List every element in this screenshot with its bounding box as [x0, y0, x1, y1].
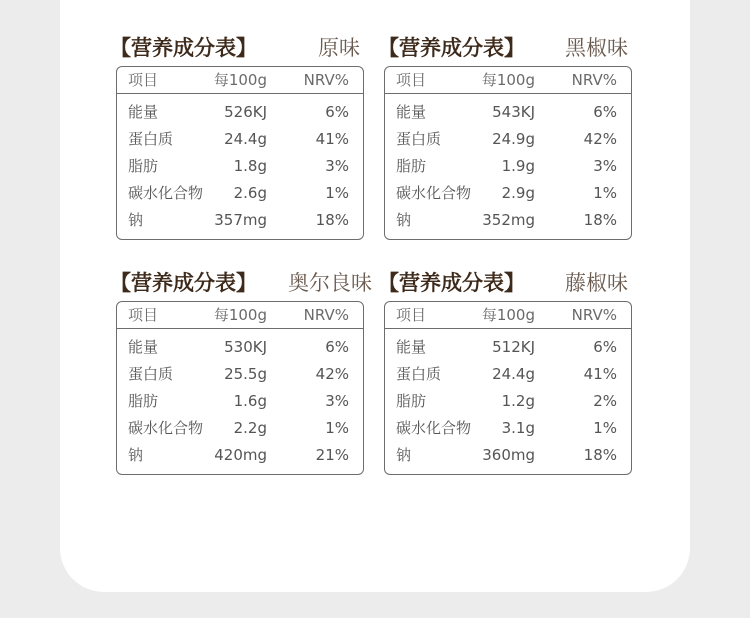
- table-row: [117, 389, 363, 416]
- table-row: [385, 100, 631, 127]
- table-row: [117, 335, 363, 362]
- row-label: 碳水化合物: [396, 184, 472, 202]
- row-value: 357mg: [214, 211, 267, 229]
- row-value: 25.5g: [224, 365, 267, 383]
- row-nrv: 3%: [593, 157, 617, 175]
- row-value: 2.6g: [233, 184, 267, 202]
- table-row: [117, 100, 363, 127]
- table-row: [117, 208, 363, 235]
- panel-flavor: 奥尔良味: [288, 271, 372, 295]
- row-nrv: 18%: [583, 211, 617, 229]
- row-nrv: 1%: [593, 419, 617, 437]
- table-row: [117, 362, 363, 389]
- row-value: 1.8g: [233, 157, 267, 175]
- row-nrv: 2%: [593, 392, 617, 410]
- table-row: [385, 362, 631, 389]
- row-value: 420mg: [214, 446, 267, 464]
- row-label: 碳水化合物: [128, 184, 204, 202]
- row-nrv: 41%: [583, 365, 617, 383]
- row-label: 钠: [128, 211, 144, 229]
- row-value: 24.4g: [224, 130, 267, 148]
- row-nrv: 6%: [325, 103, 349, 121]
- table-row: [385, 389, 631, 416]
- row-nrv: 41%: [315, 130, 349, 148]
- row-label: 脂肪: [396, 157, 427, 175]
- header-nrv: NRV%: [303, 71, 349, 89]
- row-value: 24.4g: [492, 365, 535, 383]
- row-nrv: 1%: [325, 419, 349, 437]
- header-nrv: NRV%: [303, 306, 349, 324]
- row-label: 蛋白质: [128, 130, 174, 148]
- panel-title: [110, 268, 372, 298]
- row-nrv: 6%: [593, 338, 617, 356]
- row-label: 蛋白质: [128, 365, 174, 383]
- header-nrv: NRV%: [571, 71, 617, 89]
- panel-title-text: 【营养成分表】: [110, 36, 257, 60]
- table-row: [117, 154, 363, 181]
- header-per100g: 每100g: [481, 306, 535, 324]
- row-label: 钠: [396, 211, 412, 229]
- row-label: 蛋白质: [396, 365, 442, 383]
- table-row: [385, 335, 631, 362]
- table-header: [117, 302, 363, 329]
- nutrition-card: [60, 0, 690, 592]
- row-value: 1.2g: [501, 392, 535, 410]
- header-per100g: 每100g: [481, 71, 535, 89]
- table-row: [117, 416, 363, 443]
- panel-title-text: 【营养成分表】: [110, 271, 257, 295]
- table-row: [385, 208, 631, 235]
- row-label: 脂肪: [396, 392, 427, 410]
- panel-title-text: 【营养成分表】: [378, 271, 525, 295]
- row-value: 2.9g: [501, 184, 535, 202]
- row-value: 1.9g: [501, 157, 535, 175]
- row-nrv: 6%: [325, 338, 349, 356]
- header-item: 项目: [396, 306, 427, 324]
- table-header: [117, 67, 363, 94]
- table-row: [117, 443, 363, 470]
- row-value: 526KJ: [224, 103, 267, 121]
- panel-title: [378, 268, 640, 298]
- row-nrv: 21%: [315, 446, 349, 464]
- row-label: 能量: [396, 338, 427, 356]
- table-row: [385, 181, 631, 208]
- header-per100g: 每100g: [213, 71, 267, 89]
- table-row: [385, 443, 631, 470]
- row-value: 1.6g: [233, 392, 267, 410]
- table-header: [385, 67, 631, 94]
- row-label: 蛋白质: [396, 130, 442, 148]
- row-label: 能量: [396, 103, 427, 121]
- table-row: [117, 181, 363, 208]
- panel-flavor: 原味: [318, 36, 360, 60]
- table-row: [385, 416, 631, 443]
- row-label: 能量: [128, 103, 159, 121]
- table-row: [385, 127, 631, 154]
- row-label: 脂肪: [128, 392, 159, 410]
- nutrition-table: [384, 301, 632, 475]
- row-value: 352mg: [482, 211, 535, 229]
- row-label: 钠: [128, 446, 144, 464]
- panel-flavor: 黑椒味: [565, 36, 628, 60]
- header-item: 项目: [128, 71, 159, 89]
- table-header: [385, 302, 631, 329]
- nutrition-table: [116, 301, 364, 475]
- row-label: 能量: [128, 338, 159, 356]
- header-item: 项目: [128, 306, 159, 324]
- row-label: 碳水化合物: [128, 419, 204, 437]
- row-nrv: 42%: [315, 365, 349, 383]
- row-value: 2.2g: [233, 419, 267, 437]
- nutrition-table: [384, 66, 632, 240]
- table-row: [117, 127, 363, 154]
- panel-title: [378, 33, 640, 63]
- row-nrv: 3%: [325, 157, 349, 175]
- header-item: 项目: [396, 71, 427, 89]
- row-label: 钠: [396, 446, 412, 464]
- panel-title: [110, 33, 372, 63]
- row-nrv: 1%: [593, 184, 617, 202]
- row-value: 512KJ: [492, 338, 535, 356]
- row-nrv: 3%: [325, 392, 349, 410]
- row-label: 脂肪: [128, 157, 159, 175]
- panel-flavor: 藤椒味: [565, 271, 628, 295]
- nutrition-table: [116, 66, 364, 240]
- row-nrv: 18%: [583, 446, 617, 464]
- panel-title-text: 【营养成分表】: [378, 36, 525, 60]
- row-label: 碳水化合物: [396, 419, 472, 437]
- header-per100g: 每100g: [213, 306, 267, 324]
- table-row: [385, 154, 631, 181]
- row-nrv: 6%: [593, 103, 617, 121]
- row-value: 543KJ: [492, 103, 535, 121]
- header-nrv: NRV%: [571, 306, 617, 324]
- row-value: 360mg: [482, 446, 535, 464]
- row-value: 530KJ: [224, 338, 267, 356]
- row-nrv: 18%: [315, 211, 349, 229]
- row-value: 3.1g: [501, 419, 535, 437]
- row-nrv: 1%: [325, 184, 349, 202]
- row-nrv: 42%: [583, 130, 617, 148]
- row-value: 24.9g: [492, 130, 535, 148]
